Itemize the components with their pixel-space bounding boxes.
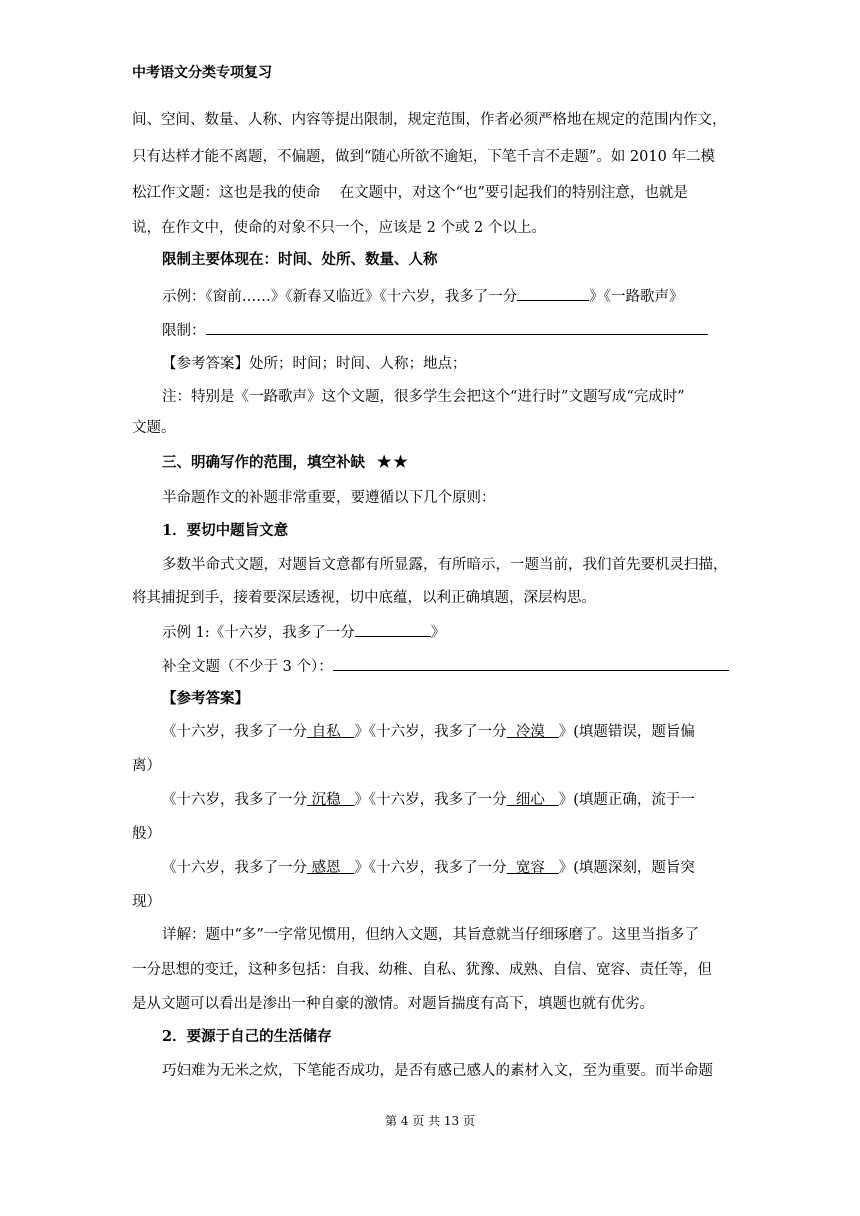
section-heading-text: 三、明确写作的范围，填空补缺 — [162, 454, 365, 471]
answer-example — [162, 790, 695, 810]
explanation-text: 是从文题可以看出是渗出一种自豪的激情。对题旨揣度有高下，填题也就有优劣。 — [132, 996, 654, 1012]
section-heading — [162, 452, 410, 473]
star-rating: ★★ — [377, 452, 410, 471]
filled-word: 宽容 — [515, 860, 545, 876]
answer-example-cont: 般） — [132, 826, 161, 842]
fill-blank[interactable] — [206, 320, 708, 335]
body-text: 将其捕捉到手，接着要深层透视，切中底蕴，以利正确填题，深层构思。 — [132, 590, 596, 606]
example-text: 》(填题错误，题旨偏 — [558, 724, 695, 740]
answer-example — [162, 722, 695, 742]
body-text: 松江作文题：这也是我的使命 在文题中，对这个“也”要引起我们的特别注意，也就是 — [132, 185, 688, 201]
document-header: 中考语文分类专项复习 — [132, 65, 272, 81]
answer-example-cont: 现） — [132, 894, 161, 910]
example-text: 》(填题深刻，题旨突 — [558, 860, 695, 876]
example-line — [162, 286, 684, 307]
note-text: 注：特别是《一路歌声》这个文题，很多学生会把这个“进行时”文题写成“完成时” — [162, 389, 685, 405]
answer-heading: 【参考答案】 — [162, 690, 249, 707]
filled-word: 感恩 — [311, 860, 341, 876]
example-text: 示例 1:《十六岁，我多了一分 — [162, 625, 355, 641]
section-subheading: 限制主要体现在：时间、处所、数量、人称 — [162, 251, 438, 268]
body-text: 半命题作文的补题非常重要，要遵循以下几个原则： — [162, 490, 496, 506]
limit-label: 限制： — [162, 323, 206, 339]
example-text: 》《十六岁，我多了一分 — [354, 792, 507, 808]
example-text: 《十六岁，我多了一分 — [162, 724, 307, 740]
principle-heading: 1．要切中题旨文意 — [162, 522, 289, 539]
limit-line — [162, 320, 708, 341]
filled-word: 沉稳 — [311, 792, 341, 808]
page-footer: 第 4 页 共 13 页 — [385, 1114, 475, 1128]
example-text: 《十六岁，我多了一分 — [162, 860, 307, 876]
fill-blank[interactable] — [355, 622, 431, 637]
body-text: 只有达样才能不离题，不偏题，做到“随心所欲不逾矩，下笔千言不走题”。如 2010 年二模 — [132, 149, 715, 165]
filled-word: 细心 — [515, 792, 545, 808]
example-text: 《十六岁，我多了一分 — [162, 792, 307, 808]
filled-word: 冷漠 — [515, 724, 545, 740]
note-text: 文题。 — [132, 420, 176, 436]
example-text: 》《一路歌声》 — [589, 289, 684, 305]
body-text: 巧妇难为无米之炊，下笔能否成功，是否有感己感人的素材入文，至为重要。而半命题 — [162, 1063, 713, 1079]
example-text: 》(填题正确，流于一 — [558, 792, 695, 808]
example-text: 示例：《窗前……》《新春又临近》《十六岁，我多了一分 — [162, 289, 518, 305]
complete-title-label: 补全文题（不少于 3 个）： — [162, 659, 333, 675]
body-text: 说，在作文中，使命的对象不只一个，应该是 2 个或 2 个以上。 — [132, 220, 546, 236]
fill-blank[interactable] — [517, 286, 589, 301]
example-text: 》 — [430, 625, 446, 641]
complete-title-line — [162, 656, 729, 677]
principle-heading: 2．要源于自己的生活储存 — [162, 1028, 332, 1045]
body-text: 间、空间、数量、人称、内容等提出限制，规定范围，作者必须严格地在规定的范围内作文， — [132, 112, 727, 128]
answer-example-cont: 离） — [132, 758, 161, 774]
answer-example — [162, 858, 695, 878]
body-text: 多数半命式文题，对题旨文意都有所显露，有所暗示，一题当前，我们首先要机灵扫描， — [162, 557, 728, 573]
fill-blank[interactable] — [333, 656, 729, 671]
example-text: 》《十六岁，我多了一分 — [354, 860, 507, 876]
explanation-text: 详解：题中“多”一字常见惯用，但纳入文题，其旨意就当仔细琢磨了。这里当指多了 — [162, 927, 699, 943]
example-text: 》《十六岁，我多了一分 — [354, 724, 507, 740]
example-line — [162, 622, 445, 643]
explanation-text: 一分思想的变迁，这种多包括：自我、幼稚、自私、犹豫、成熟、自信、宽容、责任等，但 — [132, 962, 712, 978]
answer-text: 【参考答案】处所；时间；时间、人称；地点； — [162, 356, 467, 372]
filled-word: 自私 — [311, 724, 341, 740]
